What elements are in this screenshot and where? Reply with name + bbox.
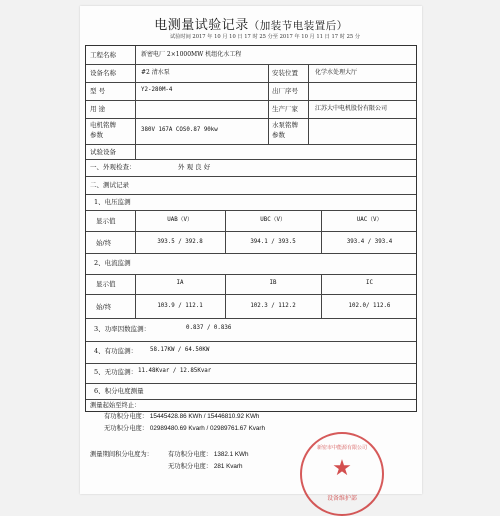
energy-period-label: 测量期间积分电度为： (90, 451, 153, 458)
appearance-label: 一、外观检查： (90, 163, 136, 171)
power-factor-label: 3、功率因数监测： (94, 325, 151, 333)
pump-label-line2: 参数 (272, 131, 285, 139)
current-col-ic: IC (366, 280, 373, 286)
voltage-value-uab: 393.5 / 392.8 (157, 239, 203, 245)
current-col-ia: IA (176, 280, 184, 286)
maker-value: 江苏大中电机股份有限公司 (315, 105, 388, 112)
test-record-heading: 二、测试记录 (90, 181, 129, 189)
energy-active-reading: 有功积分电度： 15445428.86 KWh / 15446810.92 KWh (104, 413, 260, 420)
current-reading-label: 始/终 (96, 303, 112, 311)
device-value: #2 清水泵 (141, 69, 170, 76)
seal-bottom-text: 设备维护部 (326, 495, 357, 502)
motor-value: 380V 167A COS0.87 90kw (141, 127, 218, 133)
device-label: 设备名称 (90, 69, 116, 77)
location-label: 安装位置 (272, 69, 298, 77)
seal-ring-text: 新密市中能源有限公司 (316, 445, 367, 451)
active-power-label: 4、有功监测： (94, 347, 138, 355)
test-period: 试验时间 2017 年 10 月 10 日 17 时 25 分至 2017 年 10 月 11 日 17 时 25 分 (170, 34, 361, 40)
motor-label-line2: 参数 (90, 131, 103, 139)
voltage-heading: 1、电压监测 (94, 198, 131, 206)
use-label: 用 途 (90, 105, 106, 113)
row-divider (86, 159, 416, 160)
project-label: 工程名称 (90, 51, 116, 59)
row-divider (86, 363, 416, 364)
row-divider (86, 194, 416, 195)
reactive-power-value: 11.48Kvar / 12.85Kvar (138, 368, 212, 374)
voltage-col-uac: UAC（V） (356, 217, 383, 223)
current-display-label: 显示值 (96, 280, 116, 288)
title-subtitle: （加装节电装置后） (248, 20, 348, 32)
current-col-ib: IB (269, 280, 277, 286)
col-divider (135, 210, 136, 253)
motor-label-line1: 电机铭牌 (90, 121, 116, 129)
col-divider (135, 46, 136, 159)
location-value: 化学水处理大厅 (315, 69, 358, 76)
current-value-ib: 102.3 / 112.2 (250, 303, 296, 309)
voltage-col-uab: UAB（V） (167, 217, 193, 223)
current-heading: 2、电流监测 (94, 259, 131, 267)
row-divider (86, 399, 416, 400)
energy-heading: 6、积分电度测量 (94, 387, 144, 395)
current-value-ia: 103.9 / 112.1 (157, 303, 203, 309)
energy-reactive-reading: 无功积分电度： 02989480.69 Kvarh / 02989761.67 Kvarh (104, 425, 266, 432)
model-label: 型 号 (90, 87, 106, 95)
document-title (80, 14, 422, 33)
power-factor-value: 0.837 / 0.836 (186, 325, 232, 331)
voltage-col-ubc: UBC（V） (260, 217, 286, 223)
row-divider (86, 253, 416, 254)
pump-label-line1: 水泵铭牌 (272, 121, 298, 129)
project-value: 新密电厂 2×1000MW 机组化水工程 (141, 51, 242, 58)
row-divider (86, 318, 416, 319)
col-divider (225, 210, 226, 253)
energy-period-reactive: 无功积分电度： 281 Kvarh (168, 463, 243, 470)
maker-label: 生产厂家 (272, 105, 298, 113)
record-table (85, 45, 417, 412)
appearance-value: 外 观 良 好 (178, 163, 211, 171)
reactive-power-label: 5、无功监测： (94, 368, 138, 376)
active-power-value: 58.17KW / 64.50KW (150, 347, 210, 353)
test-record-sheet (80, 6, 422, 494)
voltage-display-label: 显示值 (96, 217, 116, 225)
row-divider (86, 383, 416, 384)
seal-star-icon: ★ (332, 456, 352, 481)
row-divider (86, 176, 416, 177)
serial-label: 出厂序号 (272, 87, 298, 95)
current-value-ic: 102.0/ 112.6 (348, 303, 391, 309)
company-seal (300, 432, 384, 516)
voltage-value-ubc: 394.1 / 393.5 (250, 239, 296, 245)
col-divider (308, 64, 309, 144)
col-divider (268, 64, 269, 144)
title-main: 电测量试验记录 (154, 18, 249, 33)
energy-start-end-label: 测量起始至终止： (90, 402, 141, 409)
voltage-reading-label: 始/终 (96, 239, 112, 247)
voltage-value-uac: 393.4 / 393.4 (346, 239, 393, 245)
col-divider (321, 210, 322, 253)
model-value: Y2-280M-4 (141, 87, 173, 93)
row-divider (86, 341, 416, 342)
equipment-label: 试验设备 (90, 148, 116, 156)
energy-period-active: 有功积分电度： 1382.1 KWh (168, 451, 249, 458)
